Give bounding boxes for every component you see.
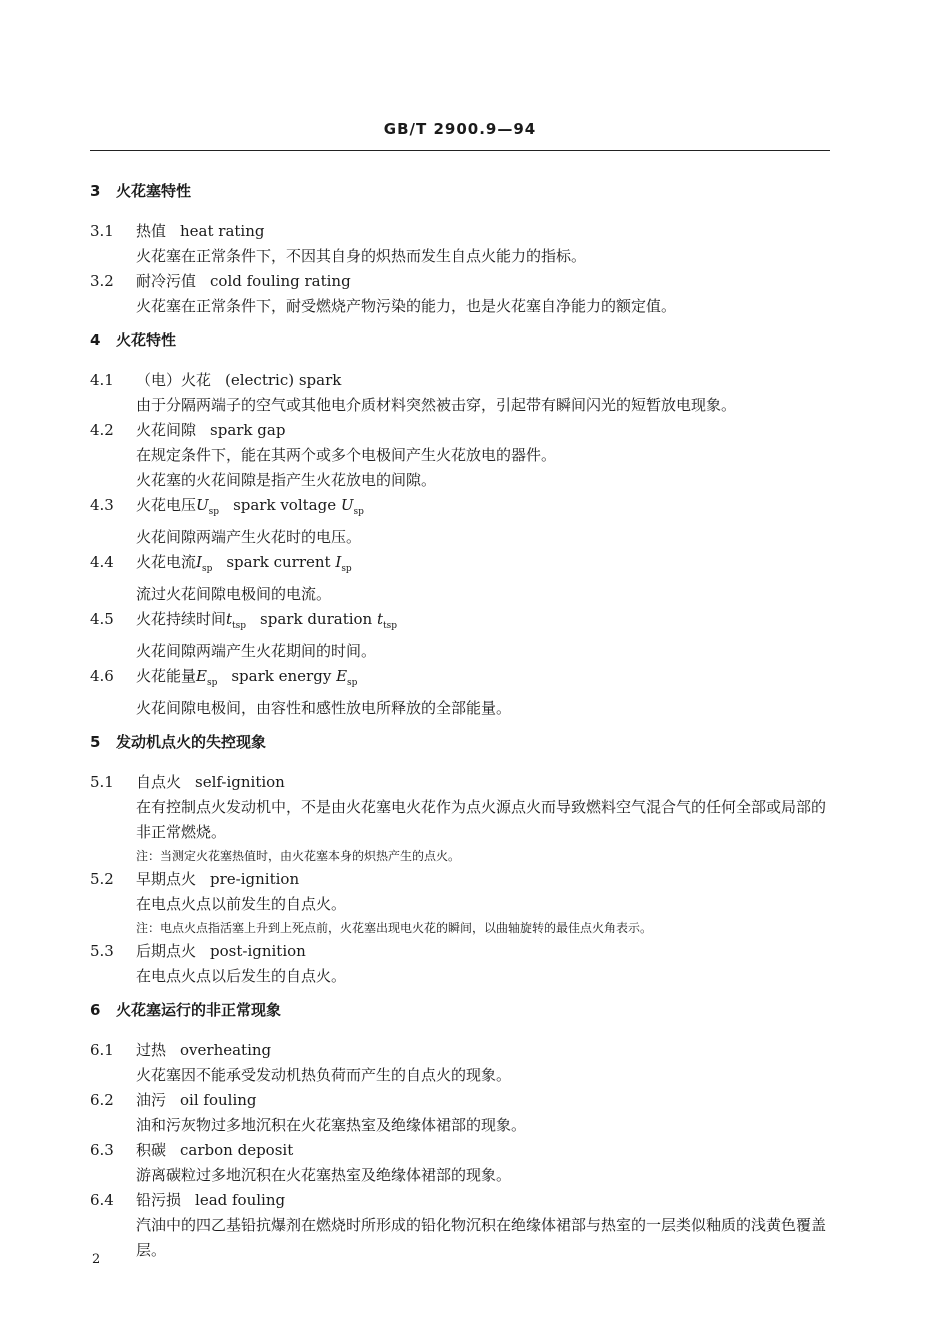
term-number: 4.5: [90, 610, 114, 628]
term-english: spark current: [226, 553, 331, 571]
term-number: 3.1: [90, 222, 114, 240]
term-symbol-subscript: sp: [201, 564, 213, 574]
term-number: 4.3: [90, 496, 114, 514]
term-number: 5.3: [90, 942, 114, 960]
term-english: pre-ignition: [210, 870, 300, 888]
term-number: 5.2: [90, 870, 114, 888]
term-note: 注：电点火点指活塞上升到上死点前，火花塞出现电火花的瞬间，以曲轴旋转的最佳点火角表示。: [136, 921, 653, 935]
term-5-3: [90, 939, 835, 964]
term-3-2: [90, 269, 835, 294]
term-symbol-subscript: sp: [206, 678, 218, 688]
section-title: 火花塞运行的非正常现象: [116, 1001, 282, 1019]
term-symbol: U: [196, 496, 209, 514]
term-chinese: 热值: [136, 222, 167, 240]
section-heading-4: [90, 329, 835, 350]
term-number: 4.1: [90, 371, 114, 389]
term-english: carbon deposit: [180, 1141, 294, 1159]
term-4-1: [90, 368, 835, 393]
term-english: self-ignition: [195, 773, 285, 791]
term-symbol: I: [335, 553, 342, 571]
term-symbol-subscript: sp: [347, 678, 358, 688]
term-chinese: 早期点火: [136, 870, 197, 888]
term-definition: 火花塞在正常条件下，不因其自身的炽热而发生自点火能力的指标。: [136, 247, 587, 265]
header-rule: [90, 150, 830, 151]
term-chinese: 火花持续时间: [136, 610, 227, 628]
term-number: 6.1: [90, 1041, 114, 1059]
term-symbol: I: [196, 553, 202, 571]
term-number: 6.4: [90, 1191, 114, 1209]
term-chinese: 油污: [136, 1091, 167, 1109]
term-6-4: [90, 1188, 835, 1213]
term-english: spark gap: [210, 421, 286, 439]
section-heading-3: [90, 180, 835, 201]
term-definition: 流过火花间隙电极间的电流。: [136, 585, 332, 603]
term-chinese: 火花能量: [136, 667, 197, 685]
section-title: 火花特性: [116, 331, 177, 349]
section-title: 发动机点火的失控现象: [116, 733, 267, 751]
term-4-2: [90, 418, 835, 443]
term-definition: 在有控制点火发动机中，不是由火花塞电火花作为点火源点火而导致燃料空气混合气的任何全部或局部的非正常燃烧。: [136, 798, 827, 841]
term-english: post-ignition: [210, 942, 306, 960]
term-symbol-subscript: tsp: [232, 621, 247, 631]
term-english: spark energy: [231, 667, 332, 685]
term-english: overheating: [180, 1041, 272, 1059]
term-definition: 在规定条件下，能在其两个或多个电极间产生火花放电的器件。: [136, 446, 557, 464]
term-definition: 在电点火点以前发生的自点火。: [136, 895, 347, 913]
term-english: spark voltage: [233, 496, 337, 514]
section-number: 4: [90, 331, 101, 349]
section-heading-5: [90, 731, 835, 752]
term-3-1: [90, 219, 835, 244]
term-number: 4.2: [90, 421, 114, 439]
term-definition: 油和污灰物过多地沉积在火花塞热室及绝缘体裙部的现象。: [136, 1116, 527, 1134]
term-chinese: 火花电压: [136, 496, 197, 514]
term-symbol: t: [377, 610, 384, 628]
term-symbol: E: [196, 667, 207, 685]
term-symbol-subscript: sp: [208, 507, 220, 517]
page-number: 2: [92, 1252, 101, 1267]
term-number: 5.1: [90, 773, 114, 791]
term-english: cold fouling rating: [210, 272, 351, 290]
term-note: 注：当测定火花塞热值时，由火花塞本身的炽热产生的点火。: [136, 849, 461, 863]
term-number: 6.3: [90, 1141, 114, 1159]
term-symbol-subscript: sp: [341, 564, 352, 574]
term-5-2: [90, 867, 835, 892]
term-chinese: 铅污损: [136, 1191, 182, 1209]
term-5-1: [90, 770, 835, 795]
term-definition-extra: 火花塞的火花间隙是指产生火花放电的间隙。: [136, 471, 437, 489]
term-number: 4.6: [90, 667, 114, 685]
term-6-2: [90, 1088, 835, 1113]
term-chinese: 积碳: [136, 1141, 167, 1159]
section-title: 火花塞特性: [116, 182, 192, 200]
term-definition: 由于分隔两端子的空气或其他电介质材料突然被击穿，引起带有瞬间闪光的短暂放电现象。: [136, 396, 737, 414]
term-symbol: t: [226, 610, 233, 628]
section-heading-6: [90, 999, 835, 1020]
term-symbol: U: [340, 496, 354, 514]
term-definition: 火花间隙两端产生火花时的电压。: [136, 528, 362, 546]
term-english: spark duration: [260, 610, 373, 628]
term-4-5: [90, 607, 835, 639]
term-english: oil fouling: [180, 1091, 257, 1109]
term-definition: 在电点火点以后发生的自点火。: [136, 967, 347, 985]
term-definition: 火花塞因不能承受发动机热负荷而产生的自点火的现象。: [136, 1066, 512, 1084]
term-symbol-subscript: sp: [353, 507, 364, 517]
document-code-header: GB/T 2900.9—94: [383, 120, 537, 138]
term-number: 3.2: [90, 272, 114, 290]
term-chinese: 过热: [136, 1041, 167, 1059]
term-definition: 游离碳粒过多地沉积在火花塞热室及绝缘体裙部的现象。: [136, 1166, 512, 1184]
term-definition: 火花间隙两端产生火花期间的时间。: [136, 642, 377, 660]
term-chinese: 自点火: [136, 773, 182, 791]
term-definition: 火花塞在正常条件下，耐受燃烧产物污染的能力，也是火花塞自净能力的额定值。: [136, 297, 677, 315]
term-english: heat rating: [180, 222, 265, 240]
section-number: 6: [90, 1001, 101, 1019]
term-symbol: E: [336, 667, 348, 685]
term-english: (electric) spark: [225, 371, 342, 389]
document-body: [90, 176, 835, 1263]
term-chinese: （电）火花: [136, 371, 212, 389]
section-number: 5: [90, 733, 101, 751]
term-number: 4.4: [90, 553, 114, 571]
term-4-6: [90, 664, 835, 696]
term-number: 6.2: [90, 1091, 114, 1109]
term-4-4: [90, 550, 835, 582]
term-symbol-subscript: tsp: [383, 621, 398, 631]
term-chinese: 耐冷污值: [136, 272, 197, 290]
term-definition: 汽油中的四乙基铅抗爆剂在燃烧时所形成的铅化物沉积在绝缘体裙部与热室的一层类似釉质的浅黄色覆盖层。: [136, 1216, 827, 1259]
term-chinese: 火花电流: [136, 553, 197, 571]
term-chinese: 后期点火: [136, 942, 197, 960]
section-number: 3: [90, 182, 101, 200]
term-6-1: [90, 1038, 835, 1063]
term-chinese: 火花间隙: [136, 421, 197, 439]
term-4-3: [90, 493, 835, 525]
term-english: lead fouling: [195, 1191, 286, 1209]
term-definition: 火花间隙电极间，由容性和感性放电所释放的全部能量。: [136, 699, 512, 717]
term-6-3: [90, 1138, 835, 1163]
